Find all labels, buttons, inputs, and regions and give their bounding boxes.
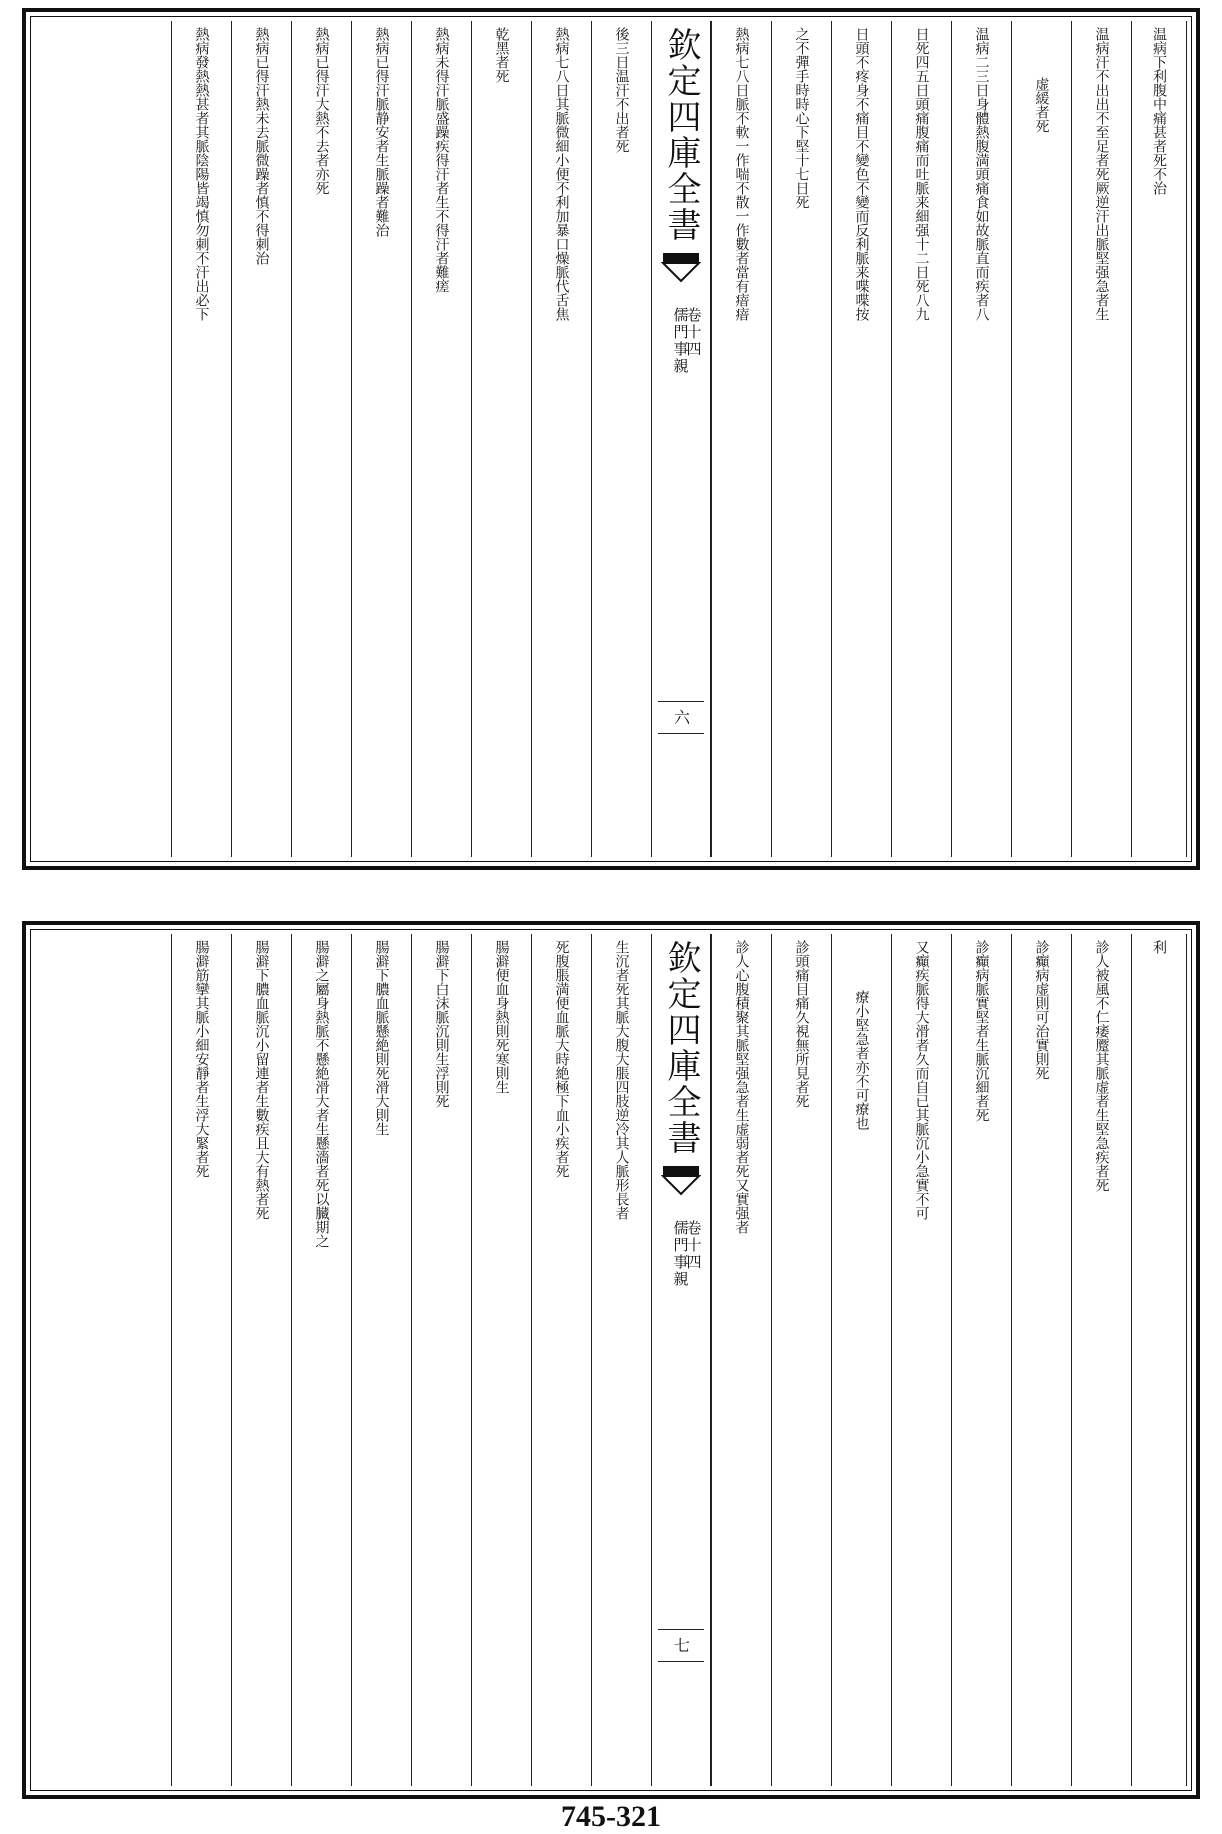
column-text: 温病汗不出出不至足者死厥逆汗出脈堅强急者生 [1093,27,1110,321]
column-text: 日頭不疼身不痛目不變色不變而反利脈来喋喋按 [853,27,870,321]
column-text: 死腹脹満便血脈大時絶極下血小疾者死 [553,940,570,1178]
text-column [1131,934,1187,1786]
upper-text-area [35,21,1187,857]
page-number: 745-321 [561,1800,661,1833]
margin-divider [658,733,704,734]
text-column [771,934,831,1786]
column-text: 利 [1151,940,1167,954]
text-column [471,21,531,857]
leaf-number: 六 [671,709,691,725]
column-text: 熱病七八日脈不軟一作喘不散一作數者當有瘖瘖 [733,27,750,321]
margin-divider [658,701,704,702]
column-text: 診頭痛目痛久視無所見者死 [793,940,810,1108]
text-column [831,934,891,1786]
text-column [591,934,651,1786]
collection-title: 欽定四庫全書 [661,940,701,1156]
volume-label: 卷十四 [684,307,703,358]
column-text: 温病下利腹中痛甚者死不治 [1151,27,1167,195]
column-text: 日死四五日頭痛腹痛而吐脈来細强十二日死八九 [913,27,930,321]
column-text: 後三日温汗不出者死 [613,27,630,153]
text-column [591,21,651,857]
text-column [171,934,231,1786]
column-text: 熱病已得汗熱未去脈微躁者慎不得刺治 [253,27,270,265]
text-column [1071,934,1131,1786]
text-column [291,21,351,857]
column-text: 温病二三日身體熱腹満頭痛食如故脈直而疾者八 [973,27,990,321]
column-text: 又癲疾脈得大滑者久而自已其脈沉小急實不可 [913,940,930,1220]
column-text: 腸澼下白沫脈沉則生浮則死 [433,940,450,1108]
column-text: 腸澼下膿血脈沉小留連者生數疾且大有熱者死 [253,940,270,1220]
column-text: 熱病七八日其脈微細小便不利加暴口燥脈代舌焦 [553,27,570,321]
column-text: 診人被風不仁痿蹷其脈虚者生堅急疾者死 [1093,940,1110,1192]
text-column [531,934,591,1786]
text-column [711,934,771,1786]
lower-text-area [35,934,1187,1786]
text-column [351,21,411,857]
column-text: 虚緩者死 [1033,77,1050,133]
text-column [531,21,591,857]
lower-page-panel [22,921,1200,1799]
volume-label: 卷十四 [684,1220,703,1271]
margin-divider [658,1629,704,1630]
column-text: 熱病已得汗脈静安者生脈躁者難治 [373,27,390,237]
text-column [1071,21,1131,857]
text-column [891,21,951,857]
column-text: 診人心腹積聚其脈堅强急者生虚弱者死又實强者 [733,940,750,1234]
book-title: 儒門事親 [671,307,690,375]
text-column [351,934,411,1786]
text-column [171,21,231,857]
column-text: 腸澼下膿血脈懸絶則死滑大則生 [373,940,390,1136]
column-text: 腸澼筋攣其脈小細安靜者生浮大緊者死 [193,940,210,1178]
text-column [1131,21,1187,857]
text-column [231,934,291,1786]
text-column [291,934,351,1786]
column-text: 診癲病虚則可治實則死 [1033,940,1050,1080]
text-column [1011,21,1071,857]
collection-title: 欽定四庫全書 [661,27,701,243]
text-column [951,21,1011,857]
text-column [771,21,831,857]
leaf-number: 七 [671,1637,691,1653]
column-text: 熱病已得汗大熱不去者亦死 [313,27,330,195]
text-column [711,21,771,857]
text-column [891,934,951,1786]
text-column [831,21,891,857]
column-text: 熱病未得汗脈盛躁疾得汗者生不得汗者難瘥 [433,27,450,293]
column-text: 生沉者死其脈大腹大脹四肢逆冷其人脈形長者 [613,940,630,1220]
column-text: 診癲病脈實堅者生脈沉細者死 [973,940,990,1122]
fishtail-mark-icon [661,1164,701,1198]
center-margin-column [651,934,711,1786]
text-column [411,934,471,1786]
column-text: 療小堅急者亦不可療也 [853,990,870,1130]
column-text: 乾黑者死 [493,27,510,83]
text-column [231,21,291,857]
text-column [471,934,531,1786]
margin-divider [658,1661,704,1662]
upper-page-panel [22,8,1200,870]
column-text: 腸澼之屬身熱脈不懸絶滑大者生懸濇者死以臓期之 [313,940,330,1248]
center-margin-column [651,21,711,857]
text-column [411,21,471,857]
text-column [1011,934,1071,1786]
text-column [951,934,1011,1786]
fishtail-mark-icon [661,251,701,285]
column-text: 腸澼便血身熱則死寒則生 [493,940,510,1094]
column-text: 熱病發熱熱甚者其脈陰陽皆竭慎勿刺不汗出必下 [193,27,210,321]
book-title: 儒門事親 [671,1220,690,1288]
column-text: 之不彈手時時心下堅十七日死 [793,27,810,209]
